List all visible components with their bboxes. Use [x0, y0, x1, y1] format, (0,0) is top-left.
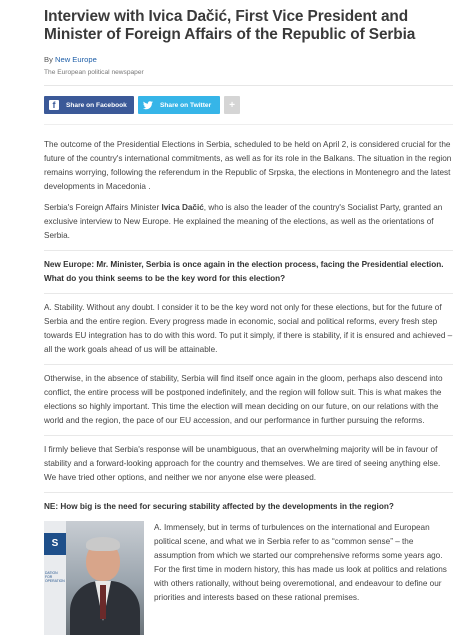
share-bar: [44, 96, 453, 114]
intro-paragraph: The outcome of the Presidential Elections in Serbia, scheduled to be held on April 2, is considered crucial for the future of the country's international commitments, as well as for its role in the Balkans. The situation in the region remains worrying, following the referendum in the Republic of Srpska, the elections in Montenegro and the latest developments in Macedonia .: [44, 140, 452, 191]
answer-1: A. Stability. Without any doubt. I consider it to be the key word not only for these elections, but for the future of Serbia and the entire region. Every progress made in economic, social and political reforms, every fresh step towards EU integration has to do with this word. To put it simply, if there is stability, if it is ensured and achieved – all the work goals ahead of us will be attainable.: [44, 293, 453, 357]
answer-2-block: [44, 521, 453, 635]
answer-1-conclusion: I firmly believe that Serbia's response will be unambiguous, that an overwhelming majority will be in favour of stability and a forward-looking approach for the country and themselves. We are tired of seeing anything else. We have tried other options, and neither we nor anyone else were pleased.: [44, 435, 453, 485]
share-twitter-label: Share on Twitter: [160, 101, 212, 109]
share-twitter-button[interactable]: [138, 96, 220, 114]
facebook-icon: f: [49, 100, 59, 110]
share-facebook-button[interactable]: [44, 96, 134, 114]
byline: [44, 55, 453, 65]
photo-backdrop-text: DATION FOR OPERATION: [45, 571, 65, 583]
author-link[interactable]: New Europe: [55, 55, 97, 64]
byline-prefix: By: [44, 55, 53, 64]
minister-photo: [44, 521, 144, 635]
answer-2: A. Immensely, but in terms of turbulences on the international and European political scene, and what we in Serbia refer to as “common sense” – the assumption from which we started our comprehensive reforms some years ago. For the first time in modern history, this has made us look at politics and relations with others rationally, without being overemotional, and endeavour to define our priorities and interests based on these rational premises.: [154, 523, 447, 602]
minister-name: Ivica Dačić: [161, 203, 204, 212]
divider: [44, 85, 453, 86]
publication-tagline: The European political newspaper: [44, 69, 144, 76]
logo-icon: S: [44, 533, 66, 555]
answer-1-continued: Otherwise, in the absence of stability, Serbia will find itself once again in the gloom, perhaps also descend into conflict, the entire process will be postponed indefinitely, and the region will follow suit. This is what makes the elections so highly important. This time the election will mean deciding on our future, on our relations with the world and the region, the pace of our EU accession, and our performance in further pursuing the reforms.: [44, 364, 453, 428]
twitter-icon: [143, 100, 153, 110]
question-1: New Europe: Mr. Minister, Serbia is once again in the election process, facing the Presidential election. What do you think seems to be the key word for this election?: [44, 250, 453, 286]
article-body: [44, 138, 453, 635]
context-paragraph: Serbia's Foreign Affairs Minister Ivica Dačić, who is also the leader of the country's Socialist Party, granted an exclusive interview to New Europe. He explained the meaning of the elections, as well as the orientations of Serbia.: [44, 203, 443, 240]
article-title: Interview with Ivica Dačić, First Vice President and Minister of Foreign Affairs of the Republic of Serbia: [44, 8, 416, 43]
share-facebook-label: Share on Facebook: [66, 101, 127, 109]
question-2: NE: How big is the need for securing stability affected by the developments in the region?: [44, 492, 453, 514]
share-more-button[interactable]: +: [224, 96, 240, 114]
divider: [44, 124, 453, 125]
